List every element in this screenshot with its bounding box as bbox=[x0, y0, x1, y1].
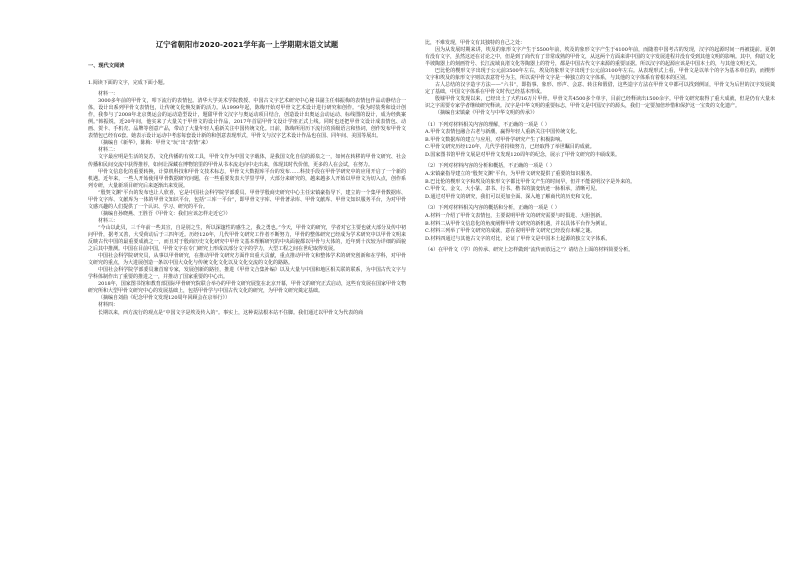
source-note: （摘编自宋镇豪《甲骨文与中华文明的传承》） bbox=[435, 110, 538, 117]
option-a: A.材料一介绍了甲骨文表情包，主要说明甲骨文的研究需要与时俱进、大胆创新。 bbox=[425, 213, 606, 220]
paragraph: 古人总结的汉字造字方法——“六书”，即指事、象形、形声、会意、转注和假借，这些造字方法在甲骨文中都可以找到例证，甲骨文为后世的汉字发展奠定了基础，中国文字体系在甲骨文时代已经基本形成。 bbox=[425, 82, 775, 96]
right-column bbox=[425, 0, 775, 562]
source-note: （摘编自《新华》，陈梅：甲骨文“玩”出“表情”来） bbox=[98, 140, 211, 147]
paragraph: 巴比伦的楔形文字出现于公元前3500年左右，埃及的象形文字出现于公元前3100年左右。从表现形式上看，甲骨文是以单个的字为基本单位的，而楔形文字和埃及的象形文字则以表意符号为主，所以说甲骨文字是一种独立的文字体系，与其他的文字体系有着根本的区别。 bbox=[425, 68, 775, 82]
paragraph: 甲骨文信息化的重要转换，计算机科技和甲骨文技术标志，甲骨文大数据库平台的发布……科技手段在甲骨学研究中的应用开启了一个新的机遇。近年来，一些人开始使用甲骨数据研究问题，在一些重要发表大学里学甲，大部分来研究的，越来越多人开始以甲骨文为切入点，创作系列专研，大量新项目研究后来逐渐出来发展。 bbox=[88, 168, 406, 189]
paragraph: 因为从发展时期来讲，埃及的象形文字产生于5500年前，埃及的象形文字产生于4100年前，而随着中国考古的发现，汉字的起源时间一再被提前。夏朝有没有文字，虽然这还在讨论之中，但是到了商代有了非常成熟的甲骨文，从这两个方面来讲中国的文字发展进程并没有受到其他文明的影响。其中，仰韶文化半坡陶器上的刻画符号、长江流域良渚文化等陶器上的符号，都是中国古代文字来源的重要证据。所以汉字的起源应该是中国本土的，与其他文明无关。 bbox=[425, 47, 775, 68]
section-heading: 一、现代文阅读 bbox=[88, 63, 125, 69]
option-a: A.宋镇豪指导建立的“殷契文渊”平台，为甲骨文研究提供了重要的知识服务。 bbox=[425, 171, 596, 178]
option-c: C.甲骨文、金文、大小篆、隶书、行书、楷书的演变轨迹一脉相承，清晰可见。 bbox=[425, 186, 601, 193]
material-label: 材料二： bbox=[98, 147, 119, 154]
material-label: 材料四： bbox=[98, 302, 119, 309]
document-title: 辽宁省朝阳市2020-2021学年高一上学期期末语文试题 bbox=[155, 40, 339, 49]
paragraph: “殷契文渊”平台的发布也让人欣喜，它是中国社会科学院学部委员、甲骨学殷商史研究中心主任宋镇豪指导下，建立的一个集甲骨数据库、甲骨文字库、文献库为一体的甲骨文知识平台，包括“三库一平台”，即甲骨文字库、甲骨著录库、甲骨文献库、甲骨文知识服务平台，为对甲骨文感兴趣的人们提供了一个认识、学习、研究的平台。 bbox=[88, 189, 406, 210]
option-d: D.国家图书馆甲骨文展是对甲骨文发现120周年的纪念，展示了甲骨文研究的丰硕成果。 bbox=[425, 151, 620, 158]
paragraph: 3000多年前的甲骨文，叩下流行的表情包。清华大学美术学院教授、中国古文字艺术研究中心秘书副主任韩振梅的表情包作品动静结合一体，设计出系列甲骨文表情包，让传统文化焕发新的活力。从1999年起，陈梅开始对甲骨文艺术设计进行研究和创作。“我为时装秀和设计创作，我参与了2008年北京奥运会的运动造型设计，题甜甲骨文汉字与奥运动项目结合，创造设计出奥运会动运动、标线图的设计，成为经典案例。”韩振锐，近20年间，他实来了大量关于甲骨文的设计作品，2017年首届甲骨文设计学座正式上线。同时也还把甲骨文设计成表情包、动画、贺卡、手机壳、品牌等创意产品，带动了大量年轻人重新关注中国传统文化。日前，陈梅所用历下流行的顶级语言和热词，创作发布甲骨文表情包已经有6套。她表示设计运动中考虑每套设计新的和创意表现形式，甲骨文与汉字艺术设计作品也在国、同年间、美国等展出。 bbox=[88, 98, 406, 140]
paragraph: 文字最应明是生活的复苏，文化传播的有效工具，甲骨文作为中国文字载体，是我国文化自信的源泉之一，如何在转移的甲骨文研究、社会传播和民间交流中获得推荐，如何让深藏在博物馆里的甲骨从书本流走向中走出来，体现其时代价值，更多的人在会试，在努力。 bbox=[88, 154, 406, 168]
question-1: （1）下列对材料相关内容的理解，不正确的一项是（ ） bbox=[425, 121, 550, 128]
option-b: B.甲骨文数据库的建立与应用，对甲骨学研究产生了积极影响。 bbox=[425, 136, 566, 143]
paragraph: 中国社会科学院研究员，从事以甲骨研究，在推动甲骨文研究方面作出重大贡献，重点推动甲骨文和整体学术的研究创新和在学科，对甲骨文研究的重点，为大进展创造一条以中国大众化与传统文化文化以及文化交流的文化的路路。 bbox=[88, 253, 406, 267]
paragraph: 中国社会科学院学部委员兼首席专家，发展创新的路径，推进《甲骨文合集补编》以及大量与中国和地区相关联的联系，为中国古代文字与学科体制作出了重要的推进之一，并推动了国家重要的中心出。 bbox=[88, 267, 406, 281]
option-a: A.甲骨文表情包融合古老与新潮，赢得年轻人重新关注中国传统文化。 bbox=[425, 129, 581, 136]
paragraph: 比，不难发现，甲骨文有其独特的自己之处： bbox=[425, 40, 526, 46]
paragraph: “今山以此贝，三千年前一些其宣，自是别之生，所以深邃性的感生之，我之勇也。”今天，甲骨文的研究，学者对它主要也就大部分及传中初问甲骨，据考又善，大受荷动后于三四年近。历经120年，几代甲骨文研究工作者不断努力，甲骨的整体研究已经成为学术研究中以甲骨文明来反映古代中国的最重要成就之一，而且对于殷商历史文化研究中甲骨文基本理解研究的中央面貌都以甲骨与大体的，近年到十次较为详细的面貌之后其中推测。中国在目前中国，甲骨文字在专门研究上形成以部分文字的学力，大型工程之间在世纪取得发展。 bbox=[88, 224, 406, 253]
option-d: D.通过对甲骨文的研究，我们可以更加全面、深入地了解商代的历史和文化。 bbox=[425, 193, 596, 200]
question-3: （3）下列对材料相关内容的概括和分析，正确的一项是（ ） bbox=[425, 205, 560, 212]
paragraph: 2018年，国家图书馆和教育部国际甲骨研究院联合举办的甲骨文研究展览在北京开幕，甲骨文的研究正式启动，这些有发展在国家甲骨文物研究所和大型甲骨文研究中心的发展基础上，包括甲骨学与中国古代文化的研究，为甲骨文研究奠定基础。 bbox=[88, 281, 406, 295]
question-intro: 1.阅读下面的文字，完成下面小题。 bbox=[88, 80, 168, 86]
paragraph: 长期以来，西方流行的观点是“中国文字是埃及传入的”。事实上，这种说法根本站不住脚。我们通过以甲骨文为代表的商 bbox=[98, 309, 364, 316]
option-b: B.巴比伦的楔形文字和埃及的象形文字都比甲骨文产生的时间早，但并不能说明汉字是外来的。 bbox=[425, 178, 636, 185]
option-c: C.甲骨文研究历经120年，几代学者持续努力，已经取得了举世瞩目的成就。 bbox=[425, 144, 595, 151]
question-2: （2）下列对材料内容的分析和概括，不正确的一项是（ ） bbox=[425, 163, 555, 170]
source-note: （摘编自孙晓燕、王胜吾《甲骨文：我们应该怎样走近它》） bbox=[98, 210, 231, 217]
option-b: B.材料二从甲骨文信息化的角度阐释甲骨文研究的新机遇，并以具体平台作为例证。 bbox=[425, 220, 611, 227]
option-d: D.材料四通过与其他古文字的对比，论证了甲骨文是中国本土起源的独立文字体系。 bbox=[425, 235, 611, 242]
source-note: （摘编自刘曲《纪念甲骨文发现120周年回顾会在京举行》） bbox=[98, 295, 231, 302]
option-c: C.材料三列举了甲骨文研究的成就，意在说明甲骨文研究已经没有未解之谜。 bbox=[425, 228, 596, 235]
material-label: 材料一： bbox=[98, 91, 119, 98]
paragraph: 殷墟甲骨文发现以来，已经出土了大约16万片甲骨。甲骨文共4500多个单字，目前已经释读出1500余字。甲骨文研究取得了重大成就，但是仍有大量未识之字需要专家学者继续研究释读。汉字是中华文明的重要标志，甲骨文是中国汉字的源头，我们一定要加倍珍惜和保护这一宝贵的文化遗产。 bbox=[425, 96, 775, 110]
left-column bbox=[88, 0, 406, 562]
material-label: 材料三： bbox=[98, 217, 119, 224]
question-4: （4）在甲骨文（学）的传承、研究上怎样做到“流传而放远之”？请结合上面的材料简要分析。 bbox=[425, 247, 634, 254]
